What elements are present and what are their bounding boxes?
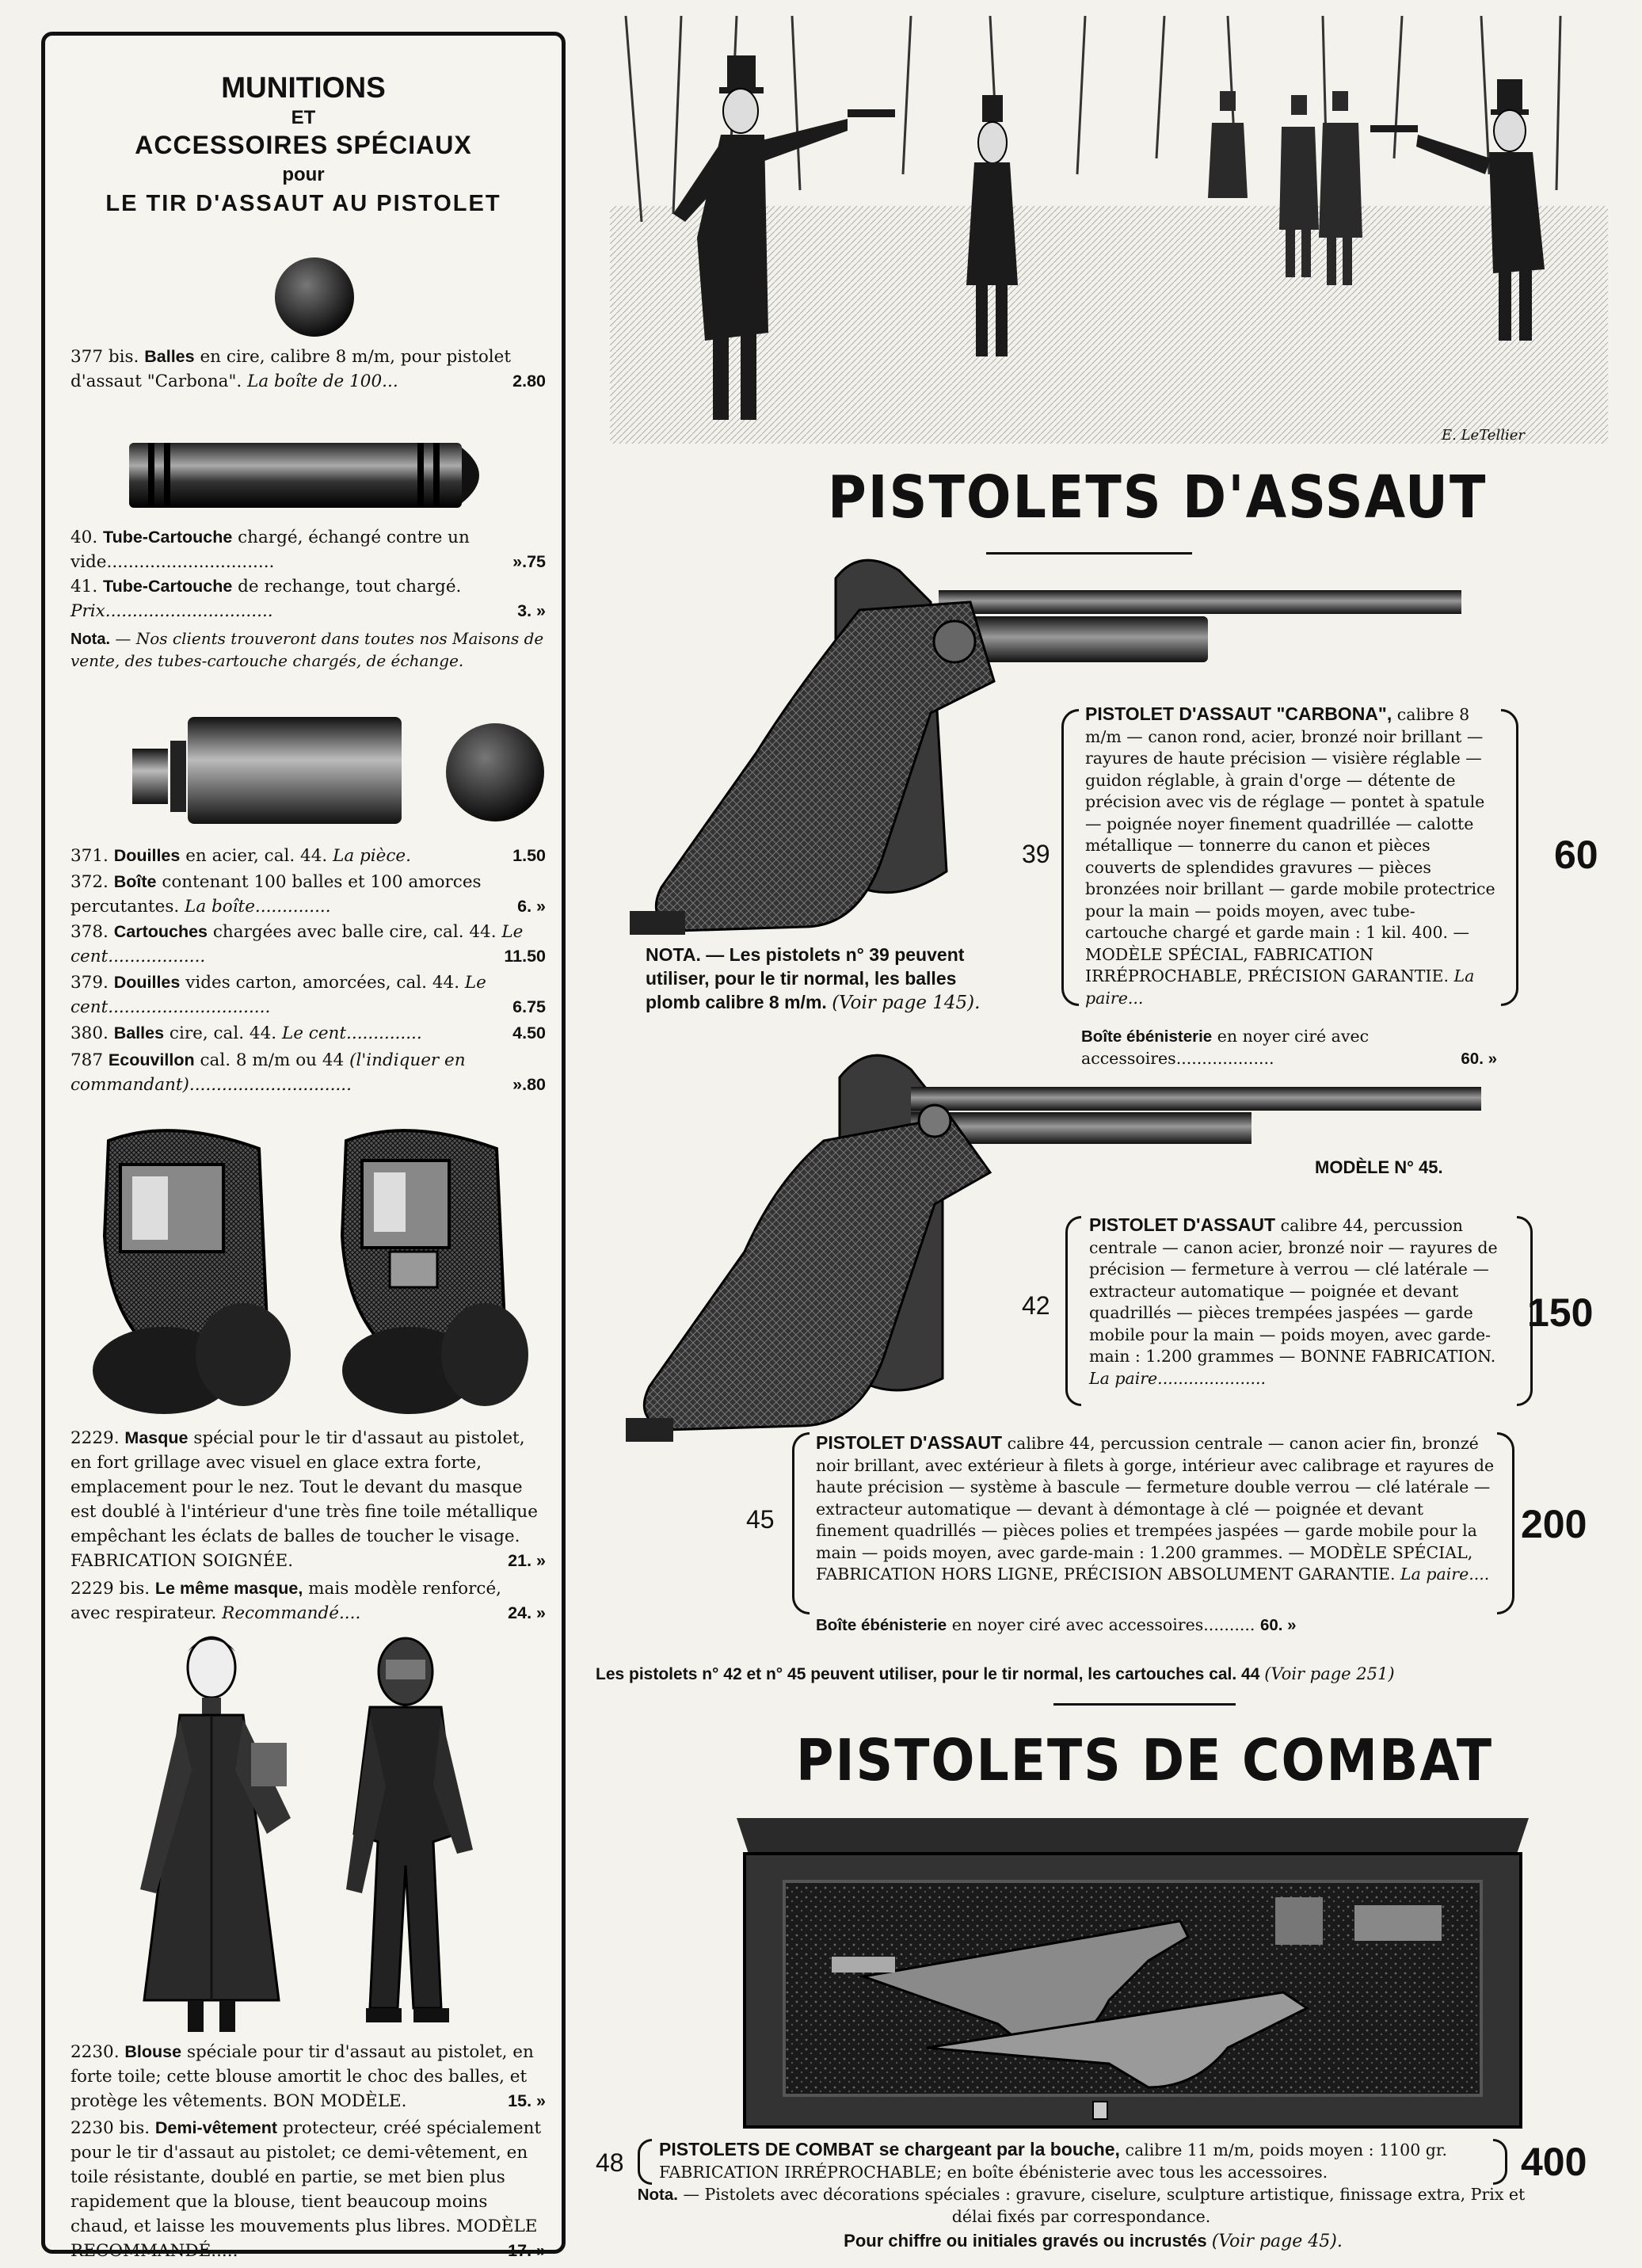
engraving-note: Pour chiffre ou initiales gravés ou incrustés (Voir page 45).: [844, 2231, 1343, 2251]
panel-title-et: ET: [291, 107, 316, 128]
artist-signature: E. LeTellier: [1442, 427, 1525, 444]
heading-pistolets-combat: PISTOLETS DE COMBAT: [796, 1727, 1494, 1793]
brace-42-left: [1065, 1216, 1081, 1406]
price-45: 200: [1521, 1502, 1587, 1546]
footnote-cartouches: Les pistolets n° 42 et n° 45 peuvent utiliser, pour le tir normal, les cartouches cal. 44 (Voir page 251): [596, 1664, 1395, 1683]
ref-48: 48: [596, 2148, 624, 2177]
item-377bis: 377 bis. Balles en cire, calibre 8 m/m, pour pistolet d'assaut "Carbona". La boîte de 100... 2.80: [70, 347, 546, 391]
protective-clothing-illustration: [109, 1628, 536, 2040]
brace-45-left: [792, 1432, 810, 1614]
panel-title-munitions: MUNITIONS: [221, 71, 386, 104]
brace-48-left: [638, 2139, 652, 2185]
modele-45-label: MODÈLE N° 45.: [1315, 1157, 1443, 1177]
item-2229: 2229. Masque spécial pour le tir d'assaut au pistolet, en fort grillage avec visuel en glace extra forte, emplacement pour le nez. Tout le devant du masque est doublé à l'intérieur d'une très fine toile métallique empêchant les éclats de balles de toucher le visage. FABRICATION SOIGNÉE. 21. »: [70, 1428, 546, 1571]
panel-nota: Nota. — Nos clients trouveront dans toutes nos Maisons de vente, des tubes-cartouche chargés, de échange.: [70, 629, 544, 670]
brace-45-right: [1497, 1432, 1514, 1614]
brace-48-right: [1493, 2139, 1507, 2185]
douille-illustration: [85, 709, 544, 828]
desc-39: PISTOLET D'ASSAUT "CARBONA", calibre 8 m/m — canon rond, acier, bronzé noir brillant — rayures de haute précision — visière réglable — guidon réglable, à grain d'orge — détente de précision avec vis de réglage — pontet à spatule — poignée noyer finement quadrillée — calotte métallique — tonnerre du canon et pièces couverts de splendides gravures — pièces bronzées noir brillant — garde mobile protectrice pour la main — poids moyen, avec tube-cartouche chargé et garde main : 1 kil. 400. — MODÈLE SPÉCIAL, FABRICATION IRRÉPROCHABLE, PRÉCISION GARANTIE. La paire...: [1085, 703, 1495, 1008]
duel-scene-illustration: [610, 16, 1608, 444]
section-rule: [1053, 1703, 1236, 1706]
desc-42: PISTOLET D'ASSAUT calibre 44, percussion centrale — canon acier, bronzé noir — rayures de précision — fermeture à verrou — clé latérale — extracteur automatique — poignée et devant quadrillés — pièces trempées jaspées — garde mobile pour la main — poids moyen, avec garde-main : 1.200 grammes — BONNE FABRICATION. La paire.....................: [1089, 1214, 1498, 1388]
boite-ebenisterie-2: Boîte ébénisterie en noyer ciré avec accessoires.......... 60. »: [816, 1615, 1297, 1634]
wax-ball-illustration: [271, 253, 358, 341]
desc-45: PISTOLET D'ASSAUT calibre 44, percussion centrale — canon acier fin, bronzé noir brillant, avec extérieur à filets à gorge, intérieur avec calibrage et rayures de haute précision — système à bascule — fermeture double verrou — clé latérale — extracteur automatique — devant à démontage à clé — poignée et devant finement quadrillés — pièces polies et trempées jaspées — garde mobile pour la main — poids moyen, avec garde-main : 1.200 grammes. — MODÈLE SPÉCIAL, FABRICATION HORS LIGNE, PRÉCISION ABSOLUMENT GARANTIE. La paire....: [816, 1432, 1495, 1584]
heading-pistolets-assaut: PISTOLETS D'ASSAUT: [828, 463, 1488, 532]
item-2230: 2230. Blouse spéciale pour tir d'assaut au pistolet, en forte toile; cette blouse amortit le choc des balles, et protège les vêtements. BON MODÈLE. 15. »: [70, 2042, 546, 2111]
item-371: 371. Douilles en acier, cal. 44. La pièce. 1.50: [70, 846, 546, 866]
price-39: 60: [1554, 833, 1598, 877]
ref-39: 39: [1022, 840, 1050, 868]
item-40: 40. Tube-Cartouche chargé, échangé contre un vide............................... ».75: [70, 528, 546, 572]
brace-39-left: [1061, 709, 1079, 1006]
nota-pistolets-39: NOTA. — Les pistolets n° 39 peuvent utiliser, pour le tir normal, les balles plomb calibre 8 m/m. (Voir page 145).: [646, 944, 981, 1013]
panel-title-pour: pour: [282, 164, 325, 185]
panel-title-accessoires: ACCESSOIRES SPÉCIAUX: [135, 131, 472, 159]
item-378: 378. Cartouches chargées avec balle cire, cal. 44. Le cent.................. 11.50: [70, 922, 546, 966]
brace-39-right: [1501, 709, 1518, 1006]
item-41: 41. Tube-Cartouche de rechange, tout chargé. Prix............................... 3. »: [70, 577, 546, 621]
boite-ebenisterie-1: Boîte ébénisterie en noyer ciré avec accessoires................... 60. »: [1081, 1027, 1497, 1068]
fencing-masks-illustration: [77, 1117, 552, 1418]
item-2230bis: 2230 bis. Demi-vêtement protecteur, créé spécialement pour le tir d'assaut au pistolet; ce demi-vêtement, en toile résistante, doublé en partie, se met bien plus rapidement que la blouse, tient beaucoup moins chaud, et laisse les mouvements plus libres. MODÈLE RECOMMANDÉ..... 17. »: [70, 2118, 546, 2261]
item-372: 372. Boîte contenant 100 balles et 100 amorces percutantes. La boîte.............. 6. »: [70, 872, 546, 917]
item-379: 379. Douilles vides carton, amorcées, cal. 44. Le cent.............................. 6.75: [70, 973, 546, 1017]
accessories-panel: [41, 32, 566, 2261]
item-380: 380. Balles cire, cal. 44. Le cent.............. 4.50: [70, 1023, 546, 1043]
tube-cartouche-illustration: [124, 432, 505, 519]
panel-title-tir: LE TIR D'ASSAUT AU PISTOLET: [105, 191, 501, 216]
price-42: 150: [1527, 1290, 1594, 1335]
combat-pistol-case-illustration: [737, 1818, 1529, 2135]
item-787: 787 Ecouvillon cal. 8 m/m ou 44 (l'indiquer en commandant).............................. ».80: [70, 1050, 546, 1095]
price-48: 400: [1521, 2140, 1587, 2184]
ref-42: 42: [1022, 1291, 1050, 1320]
ref-45: 45: [746, 1505, 775, 1534]
nota-combat: Nota. — Pistolets avec décorations spéciales : gravure, ciselure, sculpture artistique, finissage extra, Prix et délai fixés par correspondance.: [637, 2185, 1526, 2226]
item-2229bis: 2229 bis. Le même masque, mais modèle renforcé, avec respirateur. Recommandé.... 24. »: [70, 1579, 546, 1623]
desc-48: PISTOLETS DE COMBAT se chargeant par la bouche, calibre 11 m/m, poids moyen : 1100 gr. FABRICATION IRRÉPROCHABLE; en boîte ébénisterie avec tous les accessoires.: [659, 2139, 1447, 2182]
